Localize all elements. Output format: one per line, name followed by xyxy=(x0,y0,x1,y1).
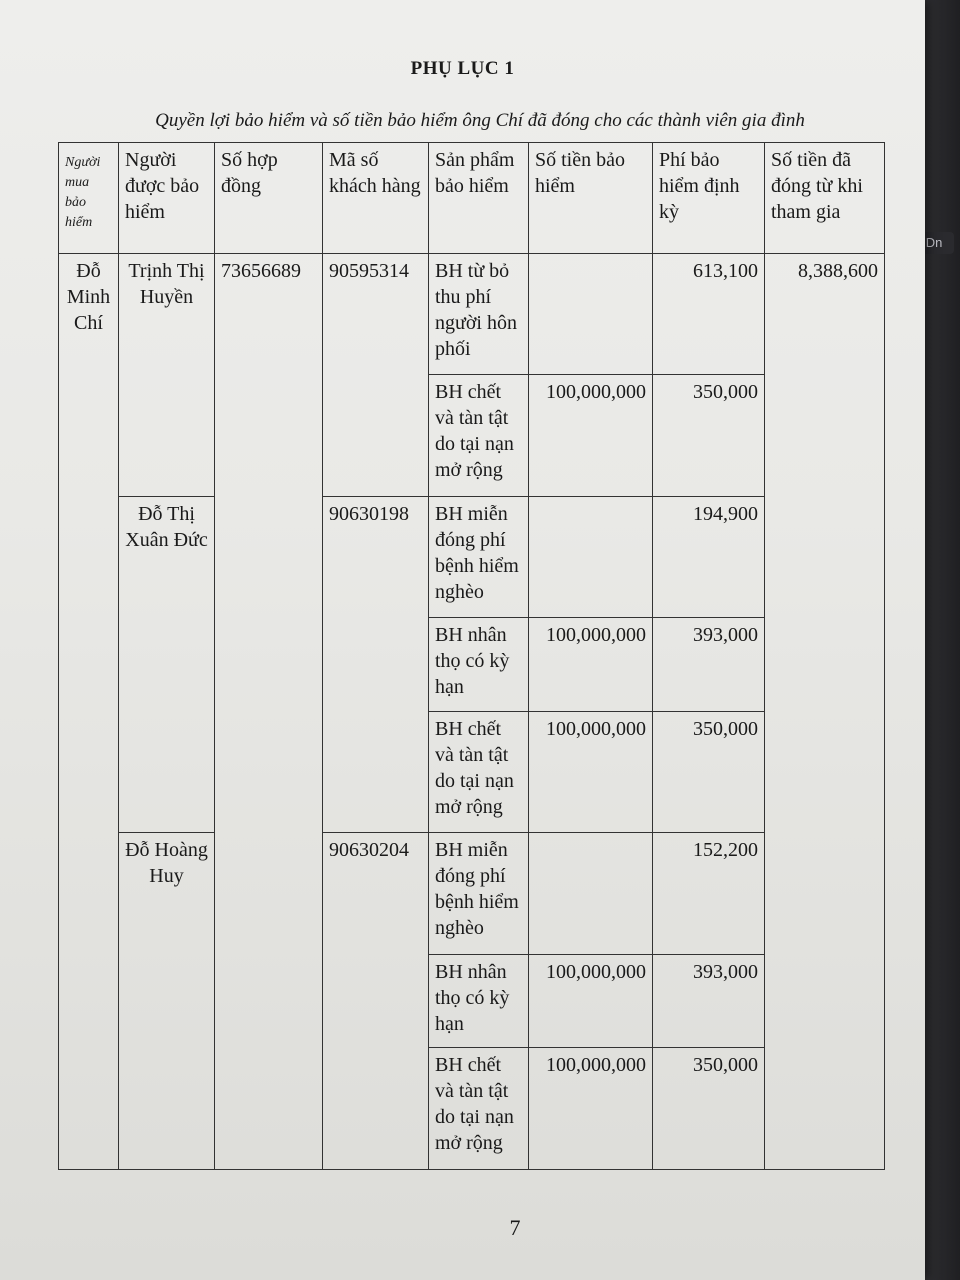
sum-insured-cell: 100,000,000 xyxy=(529,618,653,712)
sum-insured-cell xyxy=(529,254,653,375)
premium-cell: 613,100 xyxy=(653,254,765,375)
customer-code-cell: 90630198 xyxy=(323,496,429,833)
header-cell: Số hợp đồng xyxy=(215,143,323,254)
sum-insured-cell xyxy=(529,833,653,954)
keyboard-key: Dn xyxy=(914,232,954,254)
sum-insured-cell: 100,000,000 xyxy=(529,1048,653,1170)
page-subtitle: Quyền lợi bảo hiểm và số tiền bảo hiểm ông Chí đã đóng cho các thành viên gia đình xyxy=(155,110,805,131)
header-cell: Số tiền đã đóng từ khi tham gia xyxy=(765,143,885,254)
header-cell: Sản phẩm bảo hiểm xyxy=(429,143,529,254)
table-row xyxy=(59,254,885,375)
product-cell: BH nhân thọ có kỳ hạn xyxy=(429,954,529,1048)
header-cell: Phí bảo hiểm định kỳ xyxy=(653,143,765,254)
header-cell: Người được bảo hiểm xyxy=(119,143,215,254)
total-paid-cell: 8,388,600 xyxy=(765,254,885,1170)
buyer-cell: Đỗ Minh Chí xyxy=(59,254,119,1170)
contract-cell: 73656689 xyxy=(215,254,323,1170)
sum-insured-cell: 100,000,000 xyxy=(529,375,653,496)
header-row xyxy=(59,143,885,254)
premium-cell: 194,900 xyxy=(653,496,765,617)
header-cell: Số tiền bảo hiểm xyxy=(529,143,653,254)
page-number: 7 xyxy=(509,1215,521,1240)
premium-cell: 350,000 xyxy=(653,711,765,832)
premium-cell: 350,000 xyxy=(653,375,765,496)
table-row xyxy=(59,833,885,954)
header-cell: Mã số khách hàng xyxy=(323,143,429,254)
product-cell: BH miễn đóng phí bệnh hiểm nghèo xyxy=(429,833,529,954)
product-cell: BH chết và tàn tật do tại nạn mở rộng xyxy=(429,1048,529,1170)
product-cell: BH chết và tàn tật do tại nạn mở rộng xyxy=(429,711,529,832)
sum-insured-cell: 100,000,000 xyxy=(529,954,653,1048)
product-cell: BH miễn đóng phí bệnh hiểm nghèo xyxy=(429,496,529,617)
premium-cell: 152,200 xyxy=(653,833,765,954)
page-title: PHỤ LỤC 1 xyxy=(410,58,515,79)
header-cell: Người mua bảo hiểm xyxy=(59,143,119,254)
premium-cell: 350,000 xyxy=(653,1048,765,1170)
premium-cell: 393,000 xyxy=(653,618,765,712)
insured-cell: Đỗ Hoàng Huy xyxy=(119,833,215,1170)
sum-insured-cell: 100,000,000 xyxy=(529,711,653,832)
product-cell: BH từ bỏ thu phí người hôn phối xyxy=(429,254,529,375)
table-row xyxy=(59,496,885,617)
insurance-table xyxy=(58,142,885,1170)
insured-cell: Đỗ Thị Xuân Đức xyxy=(119,496,215,833)
customer-code-cell: 90630204 xyxy=(323,833,429,1170)
premium-cell: 393,000 xyxy=(653,954,765,1048)
product-cell: BH nhân thọ có kỳ hạn xyxy=(429,618,529,712)
insured-cell: Trịnh Thị Huyền xyxy=(119,254,215,497)
sum-insured-cell xyxy=(529,496,653,617)
product-cell: BH chết và tàn tật do tại nạn mở rộng xyxy=(429,375,529,496)
customer-code-cell: 90595314 xyxy=(323,254,429,497)
